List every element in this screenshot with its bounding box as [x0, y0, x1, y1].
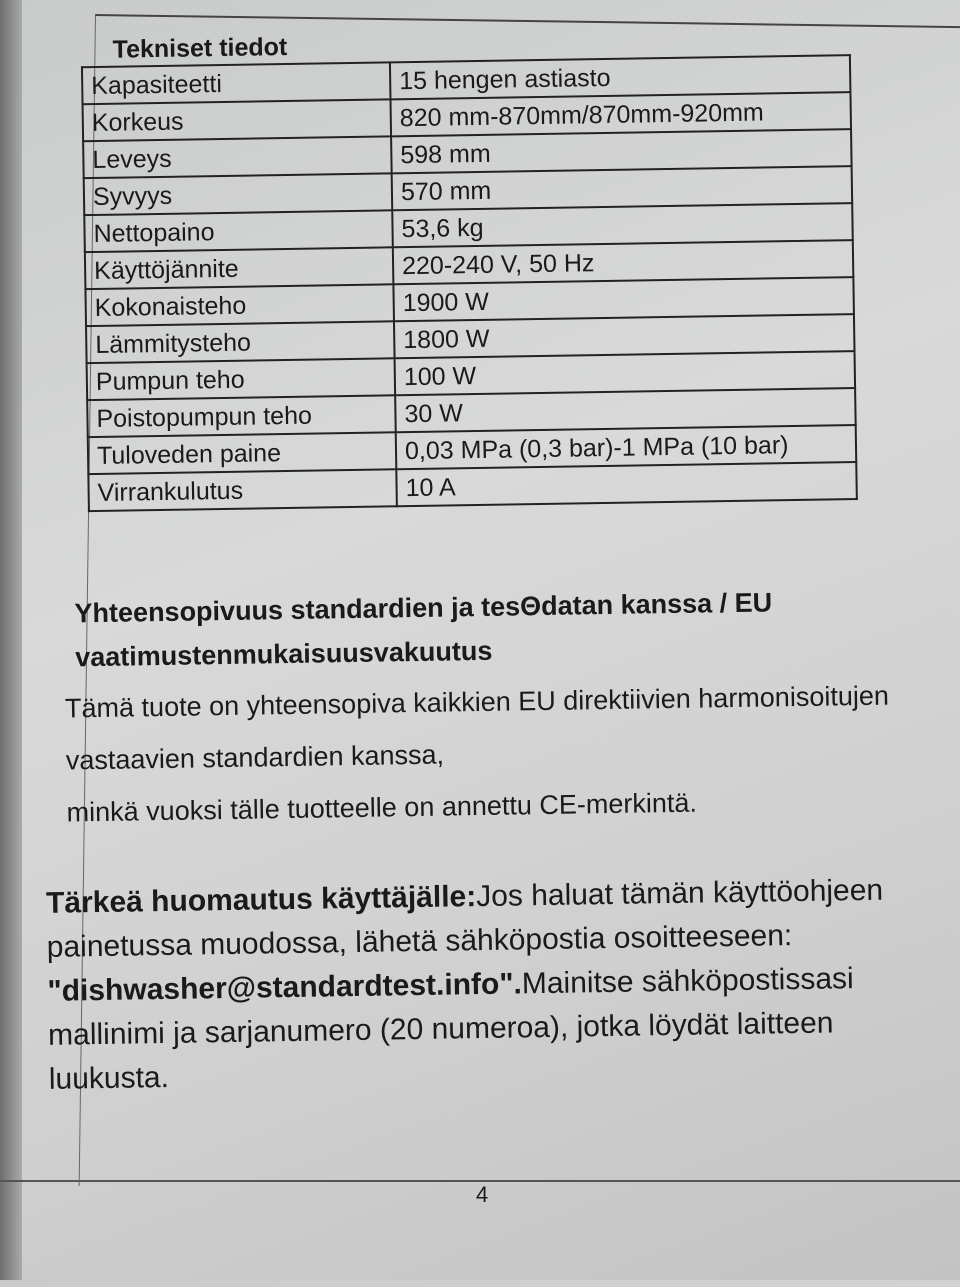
notice-email: "dishwasher@standardtest.info".	[47, 967, 523, 1008]
spec-label: Tuloveden paine	[88, 432, 397, 474]
spec-label: Nettopaino	[84, 210, 393, 252]
conformity-heading-line2: vaatimustenmukaisuusvakuutus	[74, 635, 493, 673]
spec-label: Korkeus	[83, 99, 392, 141]
notice-text: Jos haluat tämän käyttöohjeen painetussa muodossa, lähetä sähköpostia osoitteeseen:	[46, 873, 884, 964]
conformity-heading-line1: Yhteensopivuus standardien ja tesΘdatan kanssa / EU	[74, 587, 773, 629]
conformity-line: minkä vuoksi tälle tuotteelle on annettu CE-merkintä.	[66, 787, 698, 828]
spec-value: 1900 W	[393, 277, 854, 321]
spec-label: Poistopumpun teho	[87, 395, 396, 437]
notice-label: Tärkeä huomautus käyttäjälle:	[45, 880, 477, 920]
spec-title: Tekniset tiedot	[112, 32, 288, 64]
spec-value: 598 mm	[391, 129, 852, 173]
spec-table	[81, 54, 858, 512]
conformity-line: vastaavien standardien kanssa,	[65, 739, 445, 776]
spec-value: 570 mm	[392, 166, 853, 210]
spec-value: 10 A	[396, 462, 857, 506]
spec-label: Kapasiteetti	[82, 62, 391, 104]
spec-value: 220-240 V, 50 Hz	[393, 240, 854, 284]
spec-value: 53,6 kg	[392, 203, 853, 247]
spec-value: 30 W	[395, 388, 856, 432]
user-notice	[46, 868, 949, 1102]
spec-label: Leveys	[83, 136, 392, 178]
conformity-line: Tämä tuote on yhteensopiva kaikkien EU direktiivien harmonisoitujen	[64, 680, 890, 724]
spec-value: 0,03 MPa (0,3 bar)-1 MPa (10 bar)	[396, 425, 857, 469]
spec-value: 1800 W	[394, 314, 855, 358]
spec-label: Virrankulutus	[88, 469, 397, 511]
spec-value: 820 mm-870mm/870mm-920mm	[390, 92, 851, 136]
spec-label: Käyttöjännite	[85, 247, 394, 289]
spec-label: Kokonaisteho	[85, 284, 394, 326]
spec-value: 15 hengen astiasto	[390, 55, 851, 99]
notice-text: Mainitse sähköpostissasi mallinimi ja sarjanumero (20 numeroa), jotka löydät laitteen luukusta.	[47, 962, 854, 1096]
spec-value: 100 W	[395, 351, 856, 395]
conformity-heading	[74, 579, 875, 680]
spec-label: Pumpun teho	[87, 358, 396, 400]
page-number: 4	[476, 1182, 489, 1207]
spec-label: Lämmitysteho	[86, 321, 395, 363]
conformity-text	[65, 669, 947, 839]
spec-label: Syvyys	[84, 173, 393, 215]
